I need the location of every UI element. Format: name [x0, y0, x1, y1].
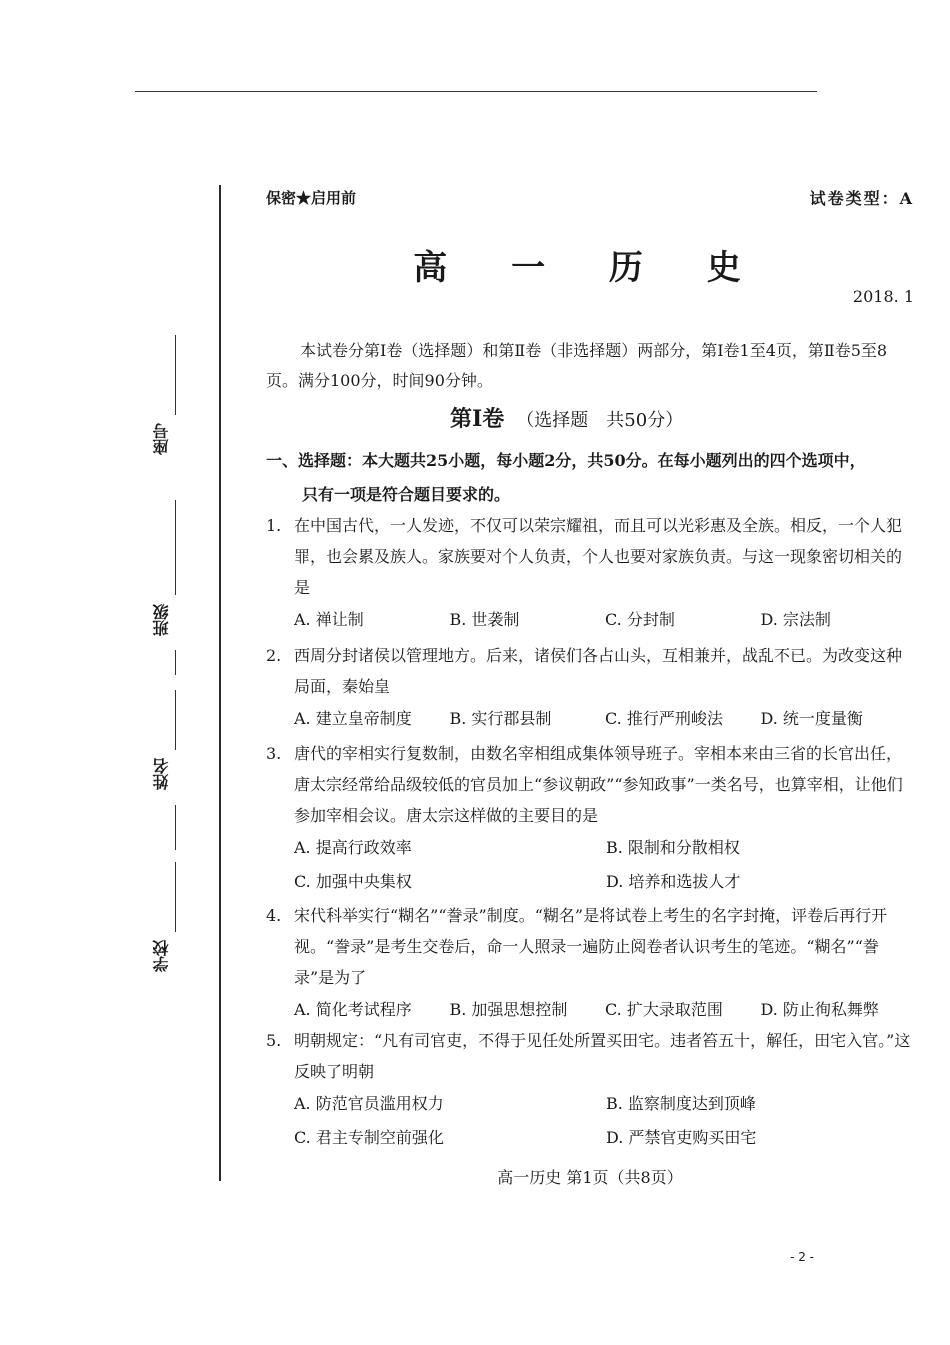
option-a: A. 禅让制 [294, 610, 364, 629]
question-stem: 宋代科举实行“糊名”“誊录”制度。“糊名”是将试卷上考生的名字封掩，评卷后再行开视。“誊录”是考生交卷后，命一人照录一遍防止阅卷者认识考生的笔迹。“糊名”“誊录”是为了 [294, 906, 888, 987]
question-number: 2. [266, 646, 282, 665]
page-number: - 2 - [790, 1250, 814, 1264]
side-field-class [150, 500, 190, 675]
question-number: 5. [266, 1031, 282, 1050]
option-c: C. 分封制 [605, 610, 675, 629]
option-c: C. 加强中央集权 [294, 872, 412, 891]
intro-paragraph: 本试卷分第Ⅰ卷（选择题）和第Ⅱ卷（非选择题）两部分，第Ⅰ卷1至4页，第Ⅱ卷5至8页。满分100分，时间90分钟。 [266, 341, 888, 390]
side-field-school [150, 862, 190, 982]
side-field-seat [150, 335, 190, 485]
question-stem: 在中国古代，一人发迹，不仅可以荣宗耀祖，而且可以光彩惠及全族。相反，一个人犯罪，也会累及族人。家族要对个人负责，个人也要对家族负责。与这一现象密切相关的是 [294, 516, 903, 597]
option-a: A. 提高行政效率 [294, 838, 412, 857]
option-b: B. 监察制度达到顶峰 [606, 1094, 756, 1113]
top-rule [135, 91, 817, 92]
page-footer: 高一历史 第1页（共8页） [497, 1168, 683, 1187]
instructions-line-1: 一、选择题：本大题共25小题，每小题2分，共50分。在每小题列出的四个选项中， [266, 451, 866, 470]
option-d: D. 防止徇私舞弊 [760, 1000, 879, 1019]
fill-line [175, 335, 176, 415]
fill-line [175, 862, 176, 932]
fill-line [175, 690, 176, 750]
option-c: C. 扩大录取范围 [605, 1000, 723, 1019]
option-d: D. 严禁官吏购买田宅 [606, 1128, 757, 1147]
fill-line [175, 805, 176, 850]
question-stem: 西周分封诸侯以管理地方。后来，诸侯们各占山头，互相兼并，战乱不已。为改变这种局面，秦始皇 [294, 646, 903, 696]
question-number: 1. [266, 516, 282, 535]
instructions-line-2: 只有一项是符合题目要求的。 [302, 485, 511, 504]
section-subtitle: （选择题 共50分） [516, 410, 684, 431]
instructions [266, 444, 916, 512]
exam-date: 2018. 1 [852, 287, 914, 306]
confidential-mark: 保密★启用前 [266, 189, 357, 207]
question-4 [266, 900, 916, 1027]
binding-line [219, 185, 221, 1181]
school-label: 学校 [152, 940, 171, 972]
option-d: D. 统一度量衡 [760, 709, 863, 728]
paper-type: 试卷类型：A [809, 189, 914, 208]
section-heading [450, 402, 683, 433]
question-stem: 唐代的宰相实行复数制，由数名宰相组成集体领导班子。宰相本来由三省的长官出任，唐太宗经常给品级较低的官员加上“参议朝政”“参知政事”一类名号，也算宰相，让他们参加宰相会议。唐太宗这样做的主要目的是 [294, 744, 903, 825]
question-stem: 明朝规定：“凡有司官吏，不得于见任处所置买田宅。违者笞五十，解任，田宅入官。”这反映了明朝 [294, 1031, 911, 1081]
name-label: 姓名 [152, 758, 171, 790]
question-number: 4. [266, 906, 282, 925]
fill-line [175, 650, 176, 675]
option-a: A. 防范官员滥用权力 [294, 1094, 444, 1113]
option-d: D. 培养和选拔人才 [606, 872, 741, 891]
question-5 [266, 1025, 916, 1155]
question-number: 3. [266, 744, 282, 763]
seat-label: 座号 [152, 423, 171, 455]
fill-line [175, 500, 176, 595]
option-d: D. 宗法制 [760, 610, 831, 629]
option-b: B. 实行郡县制 [449, 709, 552, 728]
class-label: 班级 [152, 604, 171, 636]
section-title: 第Ⅰ卷 [450, 406, 505, 432]
option-c: C. 推行严刑峻法 [605, 709, 723, 728]
option-a: A. 简化考试程序 [294, 1000, 412, 1019]
option-b: B. 加强思想控制 [449, 1000, 568, 1019]
exam-title: 高 一 历 史 [413, 248, 767, 288]
side-field-name [150, 690, 190, 850]
option-a: A. 建立皇帝制度 [294, 709, 412, 728]
question-3 [266, 738, 916, 899]
option-c: C. 君主专制空前强化 [294, 1128, 444, 1147]
question-1 [266, 510, 916, 637]
option-b: B. 世袭制 [449, 610, 520, 629]
question-2 [266, 640, 916, 736]
option-b: B. 限制和分散相权 [606, 838, 740, 857]
